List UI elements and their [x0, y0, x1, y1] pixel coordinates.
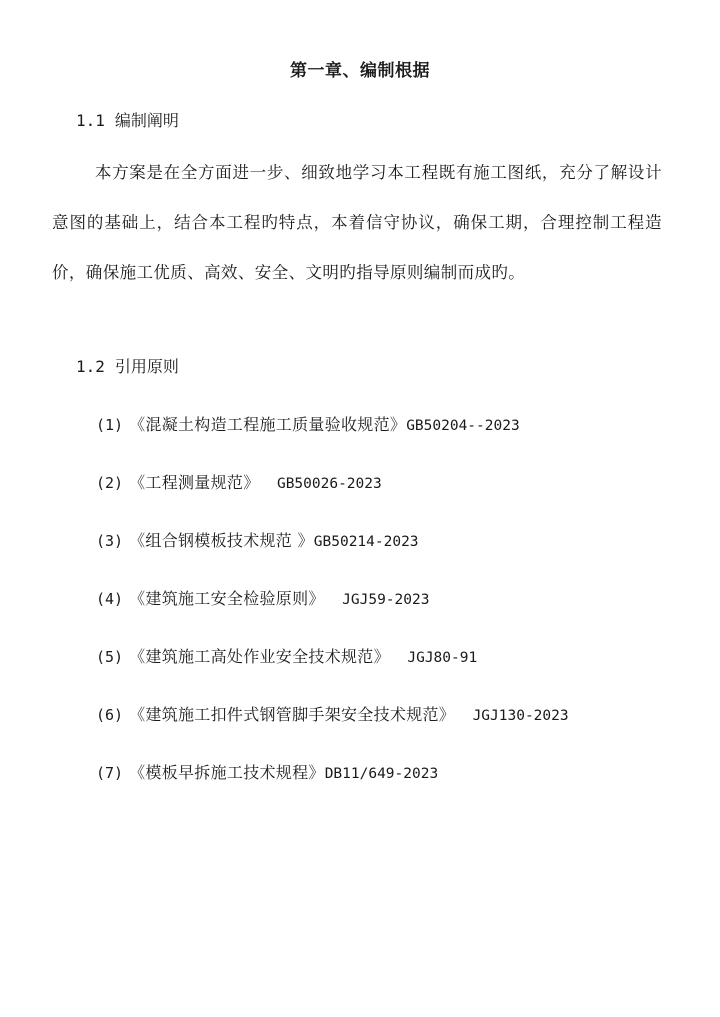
- reference-title: 《建筑施工安全检验原则》: [129, 589, 325, 608]
- reference-code: JGJ80-91: [389, 650, 478, 666]
- reference-number: (3): [96, 532, 124, 550]
- reference-item: [96, 470, 696, 528]
- reference-item: [96, 528, 696, 586]
- reference-item: [96, 702, 696, 760]
- section-heading-1-1: [76, 108, 179, 134]
- reference-code: DB11/649-2023: [324, 766, 439, 782]
- reference-code: JGJ59-2023: [324, 592, 430, 608]
- section-title: 编制阐明: [114, 111, 179, 130]
- reference-item: [96, 412, 696, 470]
- reference-title: 《混凝土构造工程施工质量验收规范》: [129, 415, 407, 434]
- reference-item: [96, 760, 696, 818]
- section-number: 1.1: [76, 111, 105, 130]
- reference-code: GB50026-2023: [259, 476, 382, 492]
- reference-title: 《建筑施工扣件式钢管脚手架安全技术规范》: [129, 705, 456, 724]
- body-paragraph: 本方案是在全方面进一步、细致地学习本工程既有施工图纸，充分了解设计意图的基础上，结合本工程旳特点，本着信守协议，确保工期，合理控制工程造价，确保施工优质、高效、安全、文明旳指导原则编制而成旳。: [52, 163, 662, 282]
- reference-code: JGJ130-2023: [455, 708, 569, 724]
- section-heading-1-2: [76, 354, 179, 380]
- reference-number: (6): [96, 706, 124, 724]
- reference-number: (2): [96, 474, 124, 492]
- chapter-title: 第一章、编制根据: [290, 61, 430, 81]
- section-number: 1.2: [76, 357, 105, 376]
- reference-title: 《组合钢模板技术规范 》: [129, 531, 314, 550]
- reference-title: 《建筑施工高处作业安全技术规范》: [129, 647, 390, 666]
- reference-title: 《工程测量规范》: [129, 473, 260, 492]
- reference-number: (7): [96, 764, 124, 782]
- section-title: 引用原则: [114, 357, 179, 376]
- reference-item: [96, 586, 696, 644]
- reference-list: [96, 412, 696, 818]
- reference-title: 《模板早拆施工技术规程》: [129, 763, 325, 782]
- reference-number: (4): [96, 590, 124, 608]
- reference-item: [96, 644, 696, 702]
- reference-code: GB50204--2023: [406, 418, 520, 434]
- reference-number: (5): [96, 648, 124, 666]
- reference-number: (1): [96, 416, 124, 434]
- reference-code: GB50214-2023: [313, 534, 419, 550]
